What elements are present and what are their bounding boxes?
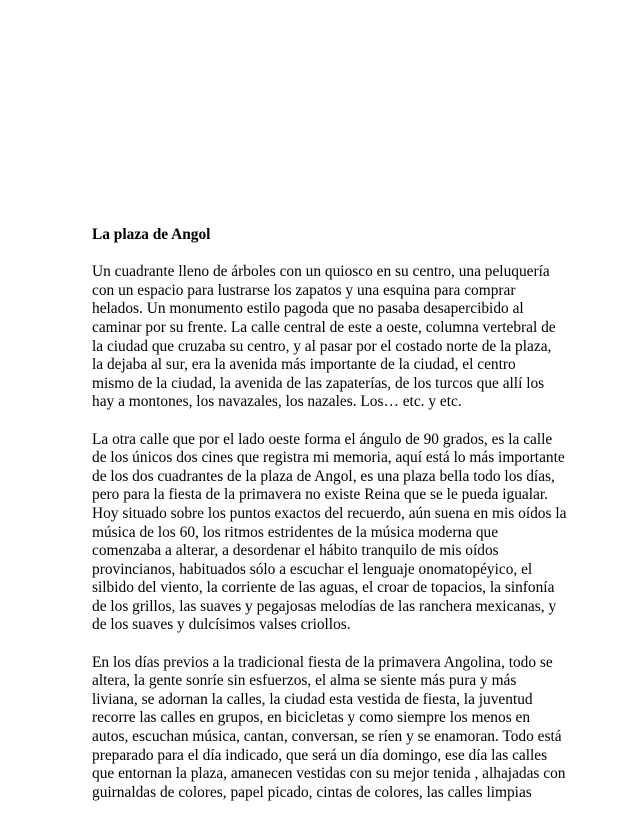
document-body [92, 226, 567, 802]
text-line: la ciudad que cruzaba su centro, y al pasar por el costado norte de la plaza, [92, 337, 552, 355]
text-line: caminar por su frente. La calle central de este a oeste, columna vertebral de [92, 318, 556, 336]
text-line: liviana, se adornan la calles, la ciudad esta vestida de fiesta, la juventud [92, 690, 533, 708]
text-line: música de los 60, los ritmos estridentes de la música moderna que [92, 523, 499, 541]
paragraph-3 [92, 653, 566, 803]
document-title: La plaza de Angol [92, 226, 211, 243]
text-line: preparado para el día indicado, que será un día domingo, ese día las calles [92, 746, 548, 764]
text-line: silbido del viento, la corriente de las aguas, el croar de topacios, la sinfonía [92, 579, 555, 597]
paragraph-2 [92, 430, 567, 636]
text-line: hay a montones, los navazales, los nazales. Los… etc. y etc. [92, 393, 462, 411]
text-line: la dejaba al sur, era la avenida más importante de la ciudad, el centro [92, 356, 516, 374]
text-line: mismo de la ciudad, la avenida de las zapaterías, de los turcos que allí los [92, 374, 545, 392]
text-line: de los suaves y dulcísimos valses criollos. [92, 616, 351, 634]
paragraph-1 [92, 263, 556, 412]
text-line: de los dos cuadrantes de la plaza de Angol, es una plaza bella todo los días, [92, 467, 555, 485]
text-line: con un espacio para lustrarse los zapatos y una esquina para comprar [92, 281, 516, 299]
text-line: guirnaldas de colores, papel picado, cintas de colores, las calles limpias [92, 783, 532, 801]
text-line: En los días previos a la tradicional fiesta de la primavera Angolina, todo se [92, 653, 553, 671]
text-line: de los grillos, las suaves y pegajosas melodías de las ranchera mexicanas, y [92, 597, 557, 615]
text-line: comenzaba a alterar, a desordenar el hábito tranquilo de mis oídos [92, 542, 499, 560]
text-line: Hoy situado sobre los puntos exactos del recuerdo, aún suena en mis oídos la [92, 504, 567, 522]
text-line: provincianos, habituados sólo a escuchar el lenguaje onomatopéyico, el [92, 560, 533, 578]
text-line: autos, escuchan música, cantan, conversan, se ríen y se enamoran. Todo está [92, 728, 562, 746]
text-line: helados. Un monumento estilo pagoda que no pasaba desapercibido al [92, 300, 524, 318]
text-line: Un cuadrante lleno de árboles con un quiosco en su centro, una peluquería [92, 263, 550, 281]
text-line: de los únicos dos cines que registra mi memoria, aquí está lo más importante [92, 449, 565, 467]
text-line: recorre las calles en grupos, en bicicletas y como siempre los menos en [92, 709, 531, 727]
text-line: La otra calle que por el lado oeste forma el ángulo de 90 grados, es la calle [92, 430, 553, 448]
text-line: pero para la fiesta de la primavera no existe Reina que se le pueda igualar. [92, 486, 548, 504]
text-line: altera, la gente sonríe sin esfuerzos, el alma se siente más pura y más [92, 672, 517, 690]
text-line: que entornan la plaza, amanecen vestidas con su mejor tenida , alhajadas con [92, 765, 566, 783]
